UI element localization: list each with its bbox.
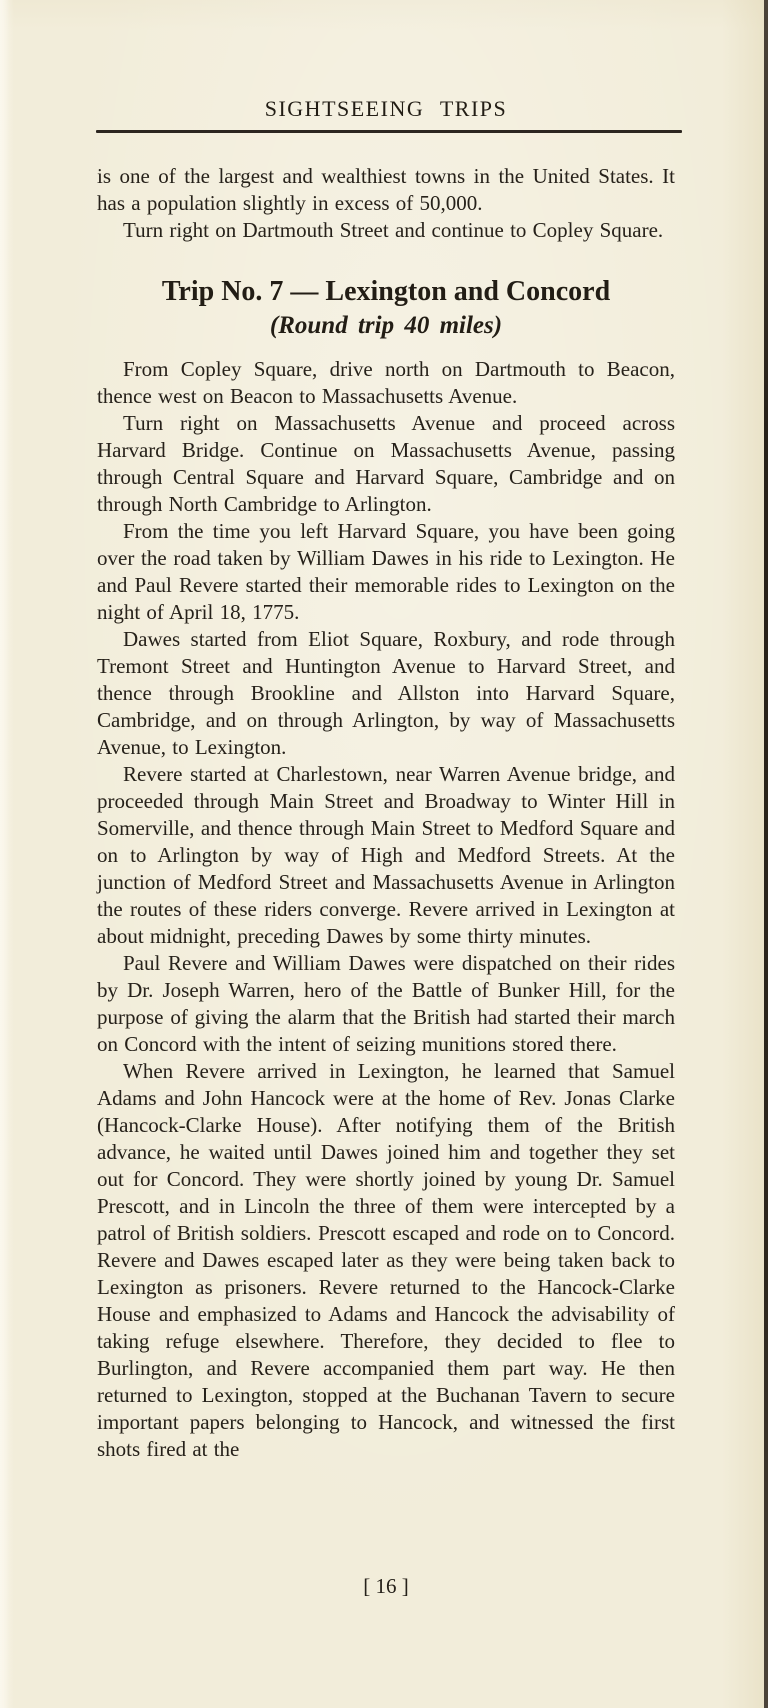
page-body bbox=[97, 163, 675, 1463]
paragraph: Revere started at Charlestown, near Warren Avenue bridge, and proceeded through Main Street and Broadway to Winter Hill in Somerville, and thence through Main Street to Medford Square and on to Arlington by way of High and Medford Streets. At the junction of Medford Street and Massachusetts Avenue in Arlington the routes of these riders converge. Revere arrived in Lexington at about midnight, preceding Dawes by some thirty minutes. bbox=[97, 762, 675, 948]
paragraph: Paul Revere and William Dawes were dispatched on their rides by Dr. Joseph Warren, hero of the Battle of Bunker Hill, for the purpose of giving the alarm that the British had started their march on Concord with the intent of seizing munitions stored there. bbox=[97, 951, 675, 1056]
paragraph: When Revere arrived in Lexington, he learned that Samuel Adams and John Hancock were at the home of Rev. Jonas Clarke (Hancock-Clarke House). After notifying them of the British advance, he waited until Dawes joined him and together they set out for Concord. They were shortly joined by young Dr. Samuel Prescott, and in Lincoln the three of them were intercepted by a patrol of British soldiers. Prescott escaped and rode on to Concord. Revere and Dawes escaped later as they were being taken back to Lexington as prisoners. Revere returned to the Hancock-Clarke House and emphasized to Adams and Hancock the advisability of taking refuge elsewhere. Therefore, they decided to flee to Burlington, and Revere accompanied them part way. He then returned to Lexington, stopped at the Buchanan Tavern to secure important papers belonging to Hancock, and witnessed the first shots fired at the bbox=[97, 1059, 675, 1461]
page-number: [ 16 ] bbox=[363, 1574, 409, 1598]
running-header: SIGHTSEEING TRIPS bbox=[264, 96, 508, 121]
trip-title: Trip No. 7 — Lexington and Concord bbox=[161, 276, 611, 307]
paragraph: Turn right on Dartmouth Street and continue to Copley Square. bbox=[123, 218, 664, 242]
scan-right-edge-shadow bbox=[764, 0, 768, 1708]
paragraph: From Copley Square, drive north on Dartmouth to Beacon, thence west on Beacon to Massachusetts Avenue. bbox=[97, 357, 675, 408]
header-rule bbox=[96, 130, 682, 133]
paragraph: From the time you left Harvard Square, you have been going over the road taken by William Dawes in his ride to Lexington. He and Paul Revere started their memorable rides to Lexington on the night of April 18, 1775. bbox=[97, 519, 675, 624]
page-content bbox=[97, 0, 675, 1708]
trip-subtitle: (Round trip 40 miles) bbox=[269, 312, 503, 339]
scan-left-edge bbox=[0, 0, 9, 1708]
paragraph: Turn right on Massachusetts Avenue and proceed across Harvard Bridge. Continue on Massachusetts Avenue, passing through Central Square and Harvard Square, Cambridge and on through North Cambridge to Arlington. bbox=[97, 411, 675, 516]
continuation-paragraph: is one of the largest and wealthiest towns in the United States. It has a population slightly in excess of 50,000. bbox=[97, 164, 675, 215]
paragraph: Dawes started from Eliot Square, Roxbury, and rode through Tremont Street and Huntington Avenue to Harvard Street, and thence through Brookline and Allston into Harvard Square, Cambridge, and on through Arlington, by way of Massachusetts Avenue, to Lexington. bbox=[97, 627, 675, 759]
